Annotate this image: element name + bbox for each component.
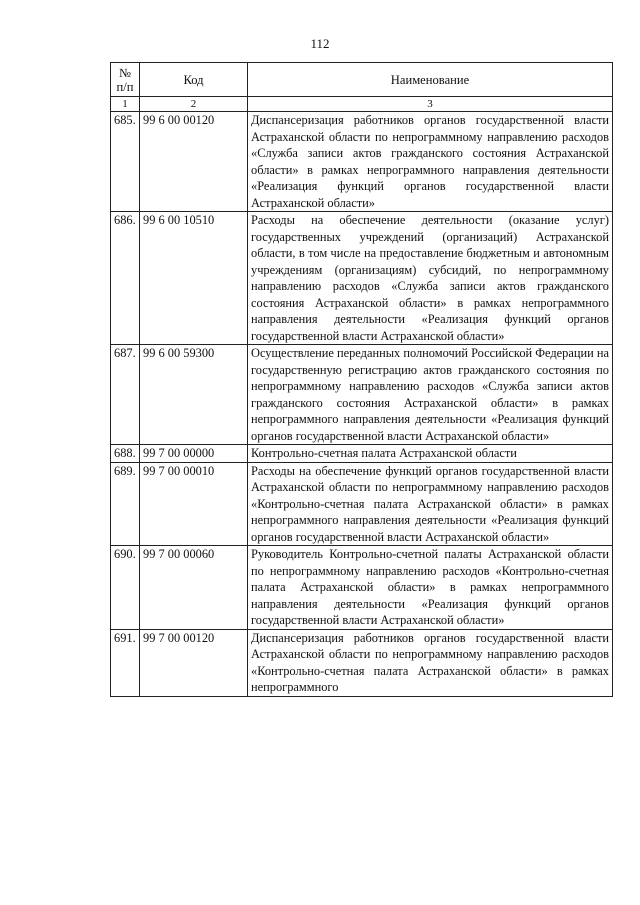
column-index: 3 bbox=[248, 97, 613, 112]
row-name: Руководитель Контрольно-счетной палаты Астраханской области по непрограммному направлению расходов «Контрольно-счетная палата Астраханской области» в рамках непрограммного направления деятельности «Реализация функций органов государственной власти Астраханской области» bbox=[248, 546, 613, 630]
row-code: 99 7 00 00010 bbox=[140, 462, 248, 546]
row-code: 99 7 00 00000 bbox=[140, 445, 248, 463]
table-row bbox=[111, 345, 613, 445]
header-number: № п/п bbox=[111, 63, 140, 97]
page-number: 112 bbox=[310, 36, 330, 51]
budget-code-table bbox=[110, 62, 613, 697]
row-number: 691. bbox=[111, 629, 140, 696]
table-row bbox=[111, 546, 613, 630]
row-number: 685. bbox=[111, 112, 140, 212]
header-name: Наименование bbox=[248, 63, 613, 97]
row-name: Расходы на обеспечение функций органов государственной власти Астраханской области по непрограммному направлению расходов «Контрольно-счетная палата Астраханской области» в рамках непрограммного направления деятельности «Реализация функций органов государственной власти Астраханской области» bbox=[248, 462, 613, 546]
column-index-row bbox=[111, 97, 613, 112]
row-code: 99 7 00 00120 bbox=[140, 629, 248, 696]
row-number: 687. bbox=[111, 345, 140, 445]
row-number: 686. bbox=[111, 212, 140, 345]
row-name: Контрольно-счетная палата Астраханской области bbox=[248, 445, 613, 463]
table-row bbox=[111, 445, 613, 463]
row-name-text: Диспансеризация работников органов государственной власти Астраханской области по непрограммному направлению расходов «Контрольно-счетная палата Астраханской области» в рамках непрограммного bbox=[251, 630, 609, 694]
table-row bbox=[111, 462, 613, 546]
row-name bbox=[248, 629, 613, 696]
row-number: 689. bbox=[111, 462, 140, 546]
row-code: 99 7 00 00060 bbox=[140, 546, 248, 630]
row-number: 690. bbox=[111, 546, 140, 630]
row-code: 99 6 00 00120 bbox=[140, 112, 248, 212]
row-name: Осуществление переданных полномочий Российской Федерации на государственную регистрацию актов гражданского состояния по непрограммному направлению расходов «Служба записи актов гражданского состояния Астраханской области» в рамках непрограммного направления деятельности «Реализация функций органов государственной власти Астраханской области» bbox=[248, 345, 613, 445]
row-code: 99 6 00 10510 bbox=[140, 212, 248, 345]
column-index: 2 bbox=[140, 97, 248, 112]
table-row bbox=[111, 112, 613, 212]
header-code: Код bbox=[140, 63, 248, 97]
row-number: 688. bbox=[111, 445, 140, 463]
column-index: 1 bbox=[111, 97, 140, 112]
row-name: Расходы на обеспечение деятельности (оказание услуг) государственных учреждений (организаций) Астраханской области, в том числе на предоставление бюджетным и автономным учреждениям (организациям) субсидий, по непрограммному направлению расходов «Служба записи актов гражданского состояния Астраханской области» в рамках непрограммного направления деятельности «Реализация функций органов государственной власти Астраханской области» bbox=[248, 212, 613, 345]
table-row bbox=[111, 629, 613, 696]
row-code: 99 6 00 59300 bbox=[140, 345, 248, 445]
row-name: Диспансеризация работников органов государственной власти Астраханской области по непрограммному направлению расходов «Служба записи актов гражданского состояния Астраханской области» в рамках непрограммного направления деятельности «Реализация функций органов государственной власти Астраханской области» bbox=[248, 112, 613, 212]
table-row bbox=[111, 212, 613, 345]
header-row bbox=[111, 63, 613, 97]
